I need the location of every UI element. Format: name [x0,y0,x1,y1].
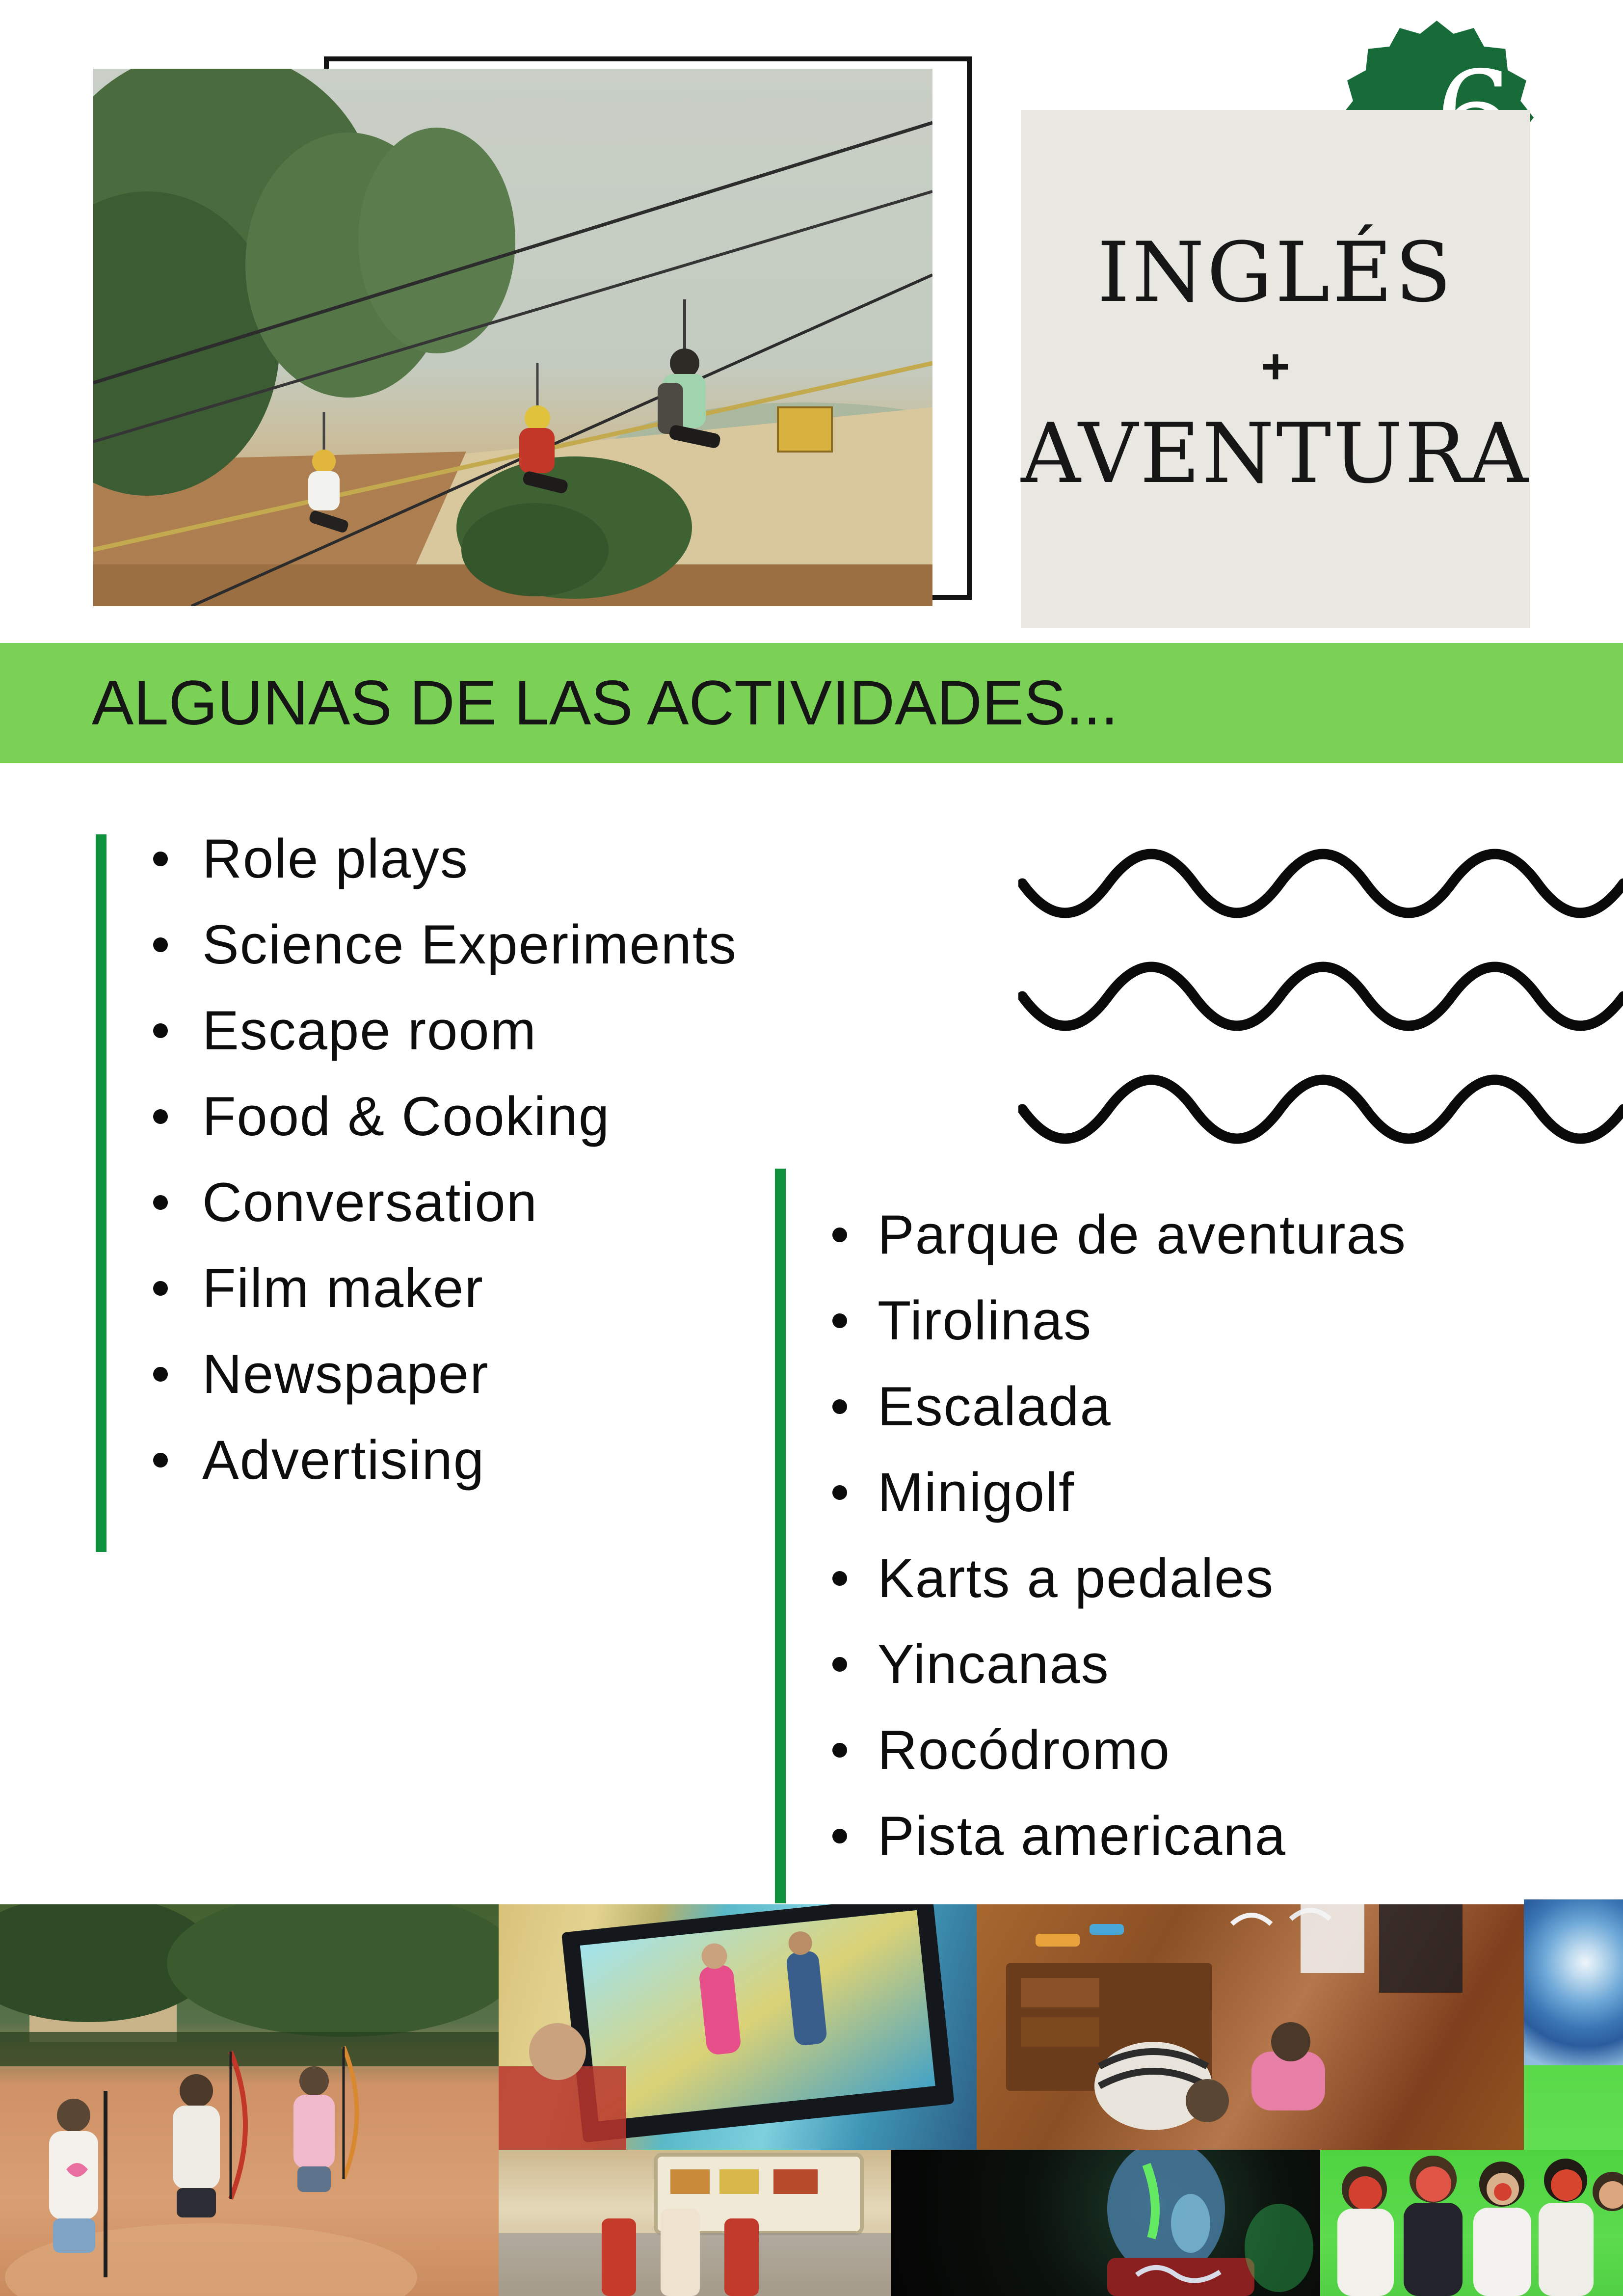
bullet-icon [153,1367,168,1382]
bullet-icon [832,1743,847,1758]
title-aventura: AVENTURA [1021,405,1530,502]
list-item: Escalada [832,1363,1407,1449]
bullet-icon [153,1453,168,1468]
bullet-icon [153,937,168,952]
list-item: Minigolf [832,1449,1407,1535]
wave-line-icon [1022,854,1623,913]
bullet-icon [153,1195,168,1210]
bullet-icon [832,1485,847,1500]
glow-party-photo [891,2150,1320,2296]
waves-decoration [1018,837,1623,1156]
list-item: Parque de aventuras [832,1192,1407,1278]
bullet-icon [153,1109,168,1124]
bullet-icon [832,1571,847,1586]
list-item: Newspaper [153,1331,737,1417]
bedroom-game-photo [977,1904,1524,2150]
archer-figure [293,2047,357,2192]
list-item: Yincanas [832,1621,1407,1707]
zipline-photo-art [93,69,932,606]
bullet-icon [153,1023,168,1038]
list-item: Advertising [153,1417,737,1503]
english-activities-list [153,816,737,1503]
green-patch [1524,2065,1623,2150]
list-item: Escape room [153,988,737,1073]
list-item: Pista americana [832,1793,1407,1879]
title-box [1021,110,1530,628]
bullet-icon [153,1281,168,1296]
archery-photo [0,1904,499,2296]
right-list-accent-bar [775,1169,786,1903]
bullet-icon [832,1657,847,1672]
tie-dye-photo [1524,1899,1623,2065]
video-screen-photo [499,1904,977,2150]
face-paint-group-photo [1320,2150,1623,2296]
wave-line-icon [1022,1080,1623,1139]
archer-figure [173,2052,245,2217]
list-item: Science Experiments [153,902,737,988]
bullet-icon [832,1228,847,1242]
face-paint-kids [1337,2156,1623,2296]
activities-banner [0,643,1623,763]
list-item: Conversation [153,1159,737,1245]
bullet-icon [832,1313,847,1328]
list-item: Food & Cooking [153,1073,737,1159]
wave-line-icon [1022,967,1623,1026]
bullet-icon [153,852,168,866]
title-ingles: INGLÉS [1097,224,1454,320]
list-item: Tirolinas [832,1278,1407,1363]
zipline-photo [93,69,932,606]
kneeling-kid-figure [1251,2022,1325,2110]
left-list-accent-bar [96,834,106,1552]
bullet-icon [832,1399,847,1414]
list-item: Karts a pedales [832,1535,1407,1621]
buffet-photo [499,2150,891,2296]
drink-glasses [602,2209,759,2296]
activities-banner-title: ALGUNAS DE LAS ACTIVIDADES... [92,668,1118,738]
list-item: Rocódromo [832,1707,1407,1793]
bullet-icon [832,1829,847,1843]
list-item: Role plays [153,816,737,902]
list-item: Film maker [153,1245,737,1331]
title-plus: + [1261,339,1290,394]
adventure-activities-list [832,1192,1407,1879]
